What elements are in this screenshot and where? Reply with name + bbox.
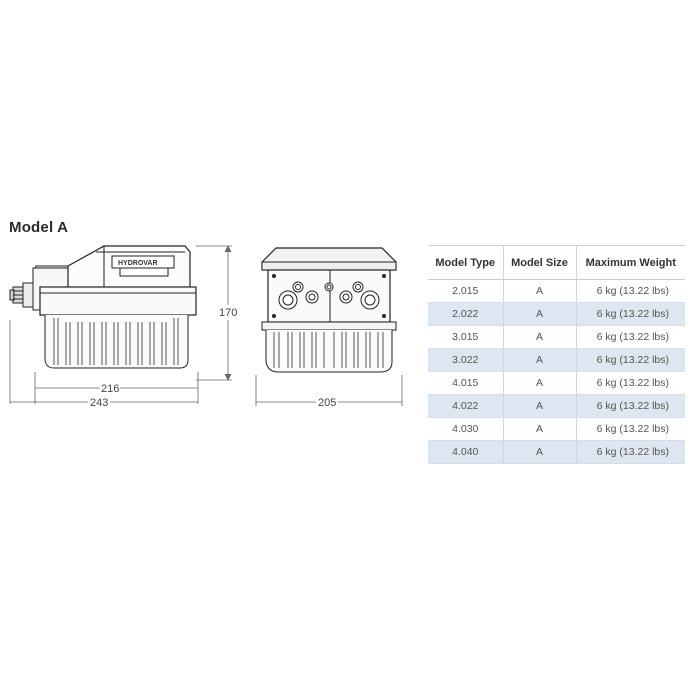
cell-model-size: A xyxy=(503,395,576,418)
table-row xyxy=(428,349,685,372)
page-title: Model A xyxy=(9,219,69,236)
cell-model-type: 4.030 xyxy=(428,418,503,441)
cell-model-type: 3.015 xyxy=(428,326,503,349)
table-header-row xyxy=(428,246,685,280)
table-row xyxy=(428,372,685,395)
cell-max-weight: 6 kg (13.22 lbs) xyxy=(576,441,685,464)
side-view xyxy=(10,246,196,368)
cell-model-size: A xyxy=(503,349,576,372)
table-row xyxy=(428,280,685,303)
table-row xyxy=(428,326,685,349)
cell-max-weight: 6 kg (13.22 lbs) xyxy=(576,349,685,372)
cell-max-weight: 6 kg (13.22 lbs) xyxy=(576,372,685,395)
inner-width-label: 216 xyxy=(101,383,120,395)
cell-model-size: A xyxy=(503,280,576,303)
cell-model-size: A xyxy=(503,326,576,349)
height-dimension-label: 170 xyxy=(219,307,238,319)
header-maximum-weight: Maximum Weight xyxy=(576,246,685,280)
cell-max-weight: 6 kg (13.22 lbs) xyxy=(576,280,685,303)
table-row xyxy=(428,395,685,418)
cell-model-type: 2.015 xyxy=(428,280,503,303)
header-model-size: Model Size xyxy=(503,246,576,280)
dimension-drawing xyxy=(0,225,420,425)
cell-max-weight: 6 kg (13.22 lbs) xyxy=(576,395,685,418)
brand-label: HYDROVAR xyxy=(118,260,158,267)
table-row xyxy=(428,303,685,326)
header-model-type: Model Type xyxy=(428,246,503,280)
cell-max-weight: 6 kg (13.22 lbs) xyxy=(576,418,685,441)
cell-model-size: A xyxy=(503,303,576,326)
cell-model-size: A xyxy=(503,441,576,464)
cell-model-type: 4.040 xyxy=(428,441,503,464)
model-spec-table xyxy=(428,245,685,464)
front-width-label: 205 xyxy=(318,397,337,409)
cell-max-weight: 6 kg (13.22 lbs) xyxy=(576,326,685,349)
outer-width-label: 243 xyxy=(90,397,109,409)
table-row xyxy=(428,441,685,464)
cell-model-size: A xyxy=(503,418,576,441)
cell-model-type: 4.022 xyxy=(428,395,503,418)
cell-model-size: A xyxy=(503,372,576,395)
cell-model-type: 2.022 xyxy=(428,303,503,326)
cell-max-weight: 6 kg (13.22 lbs) xyxy=(576,303,685,326)
cell-model-type: 3.022 xyxy=(428,349,503,372)
front-view xyxy=(262,248,396,372)
cell-model-type: 4.015 xyxy=(428,372,503,395)
table-row xyxy=(428,418,685,441)
